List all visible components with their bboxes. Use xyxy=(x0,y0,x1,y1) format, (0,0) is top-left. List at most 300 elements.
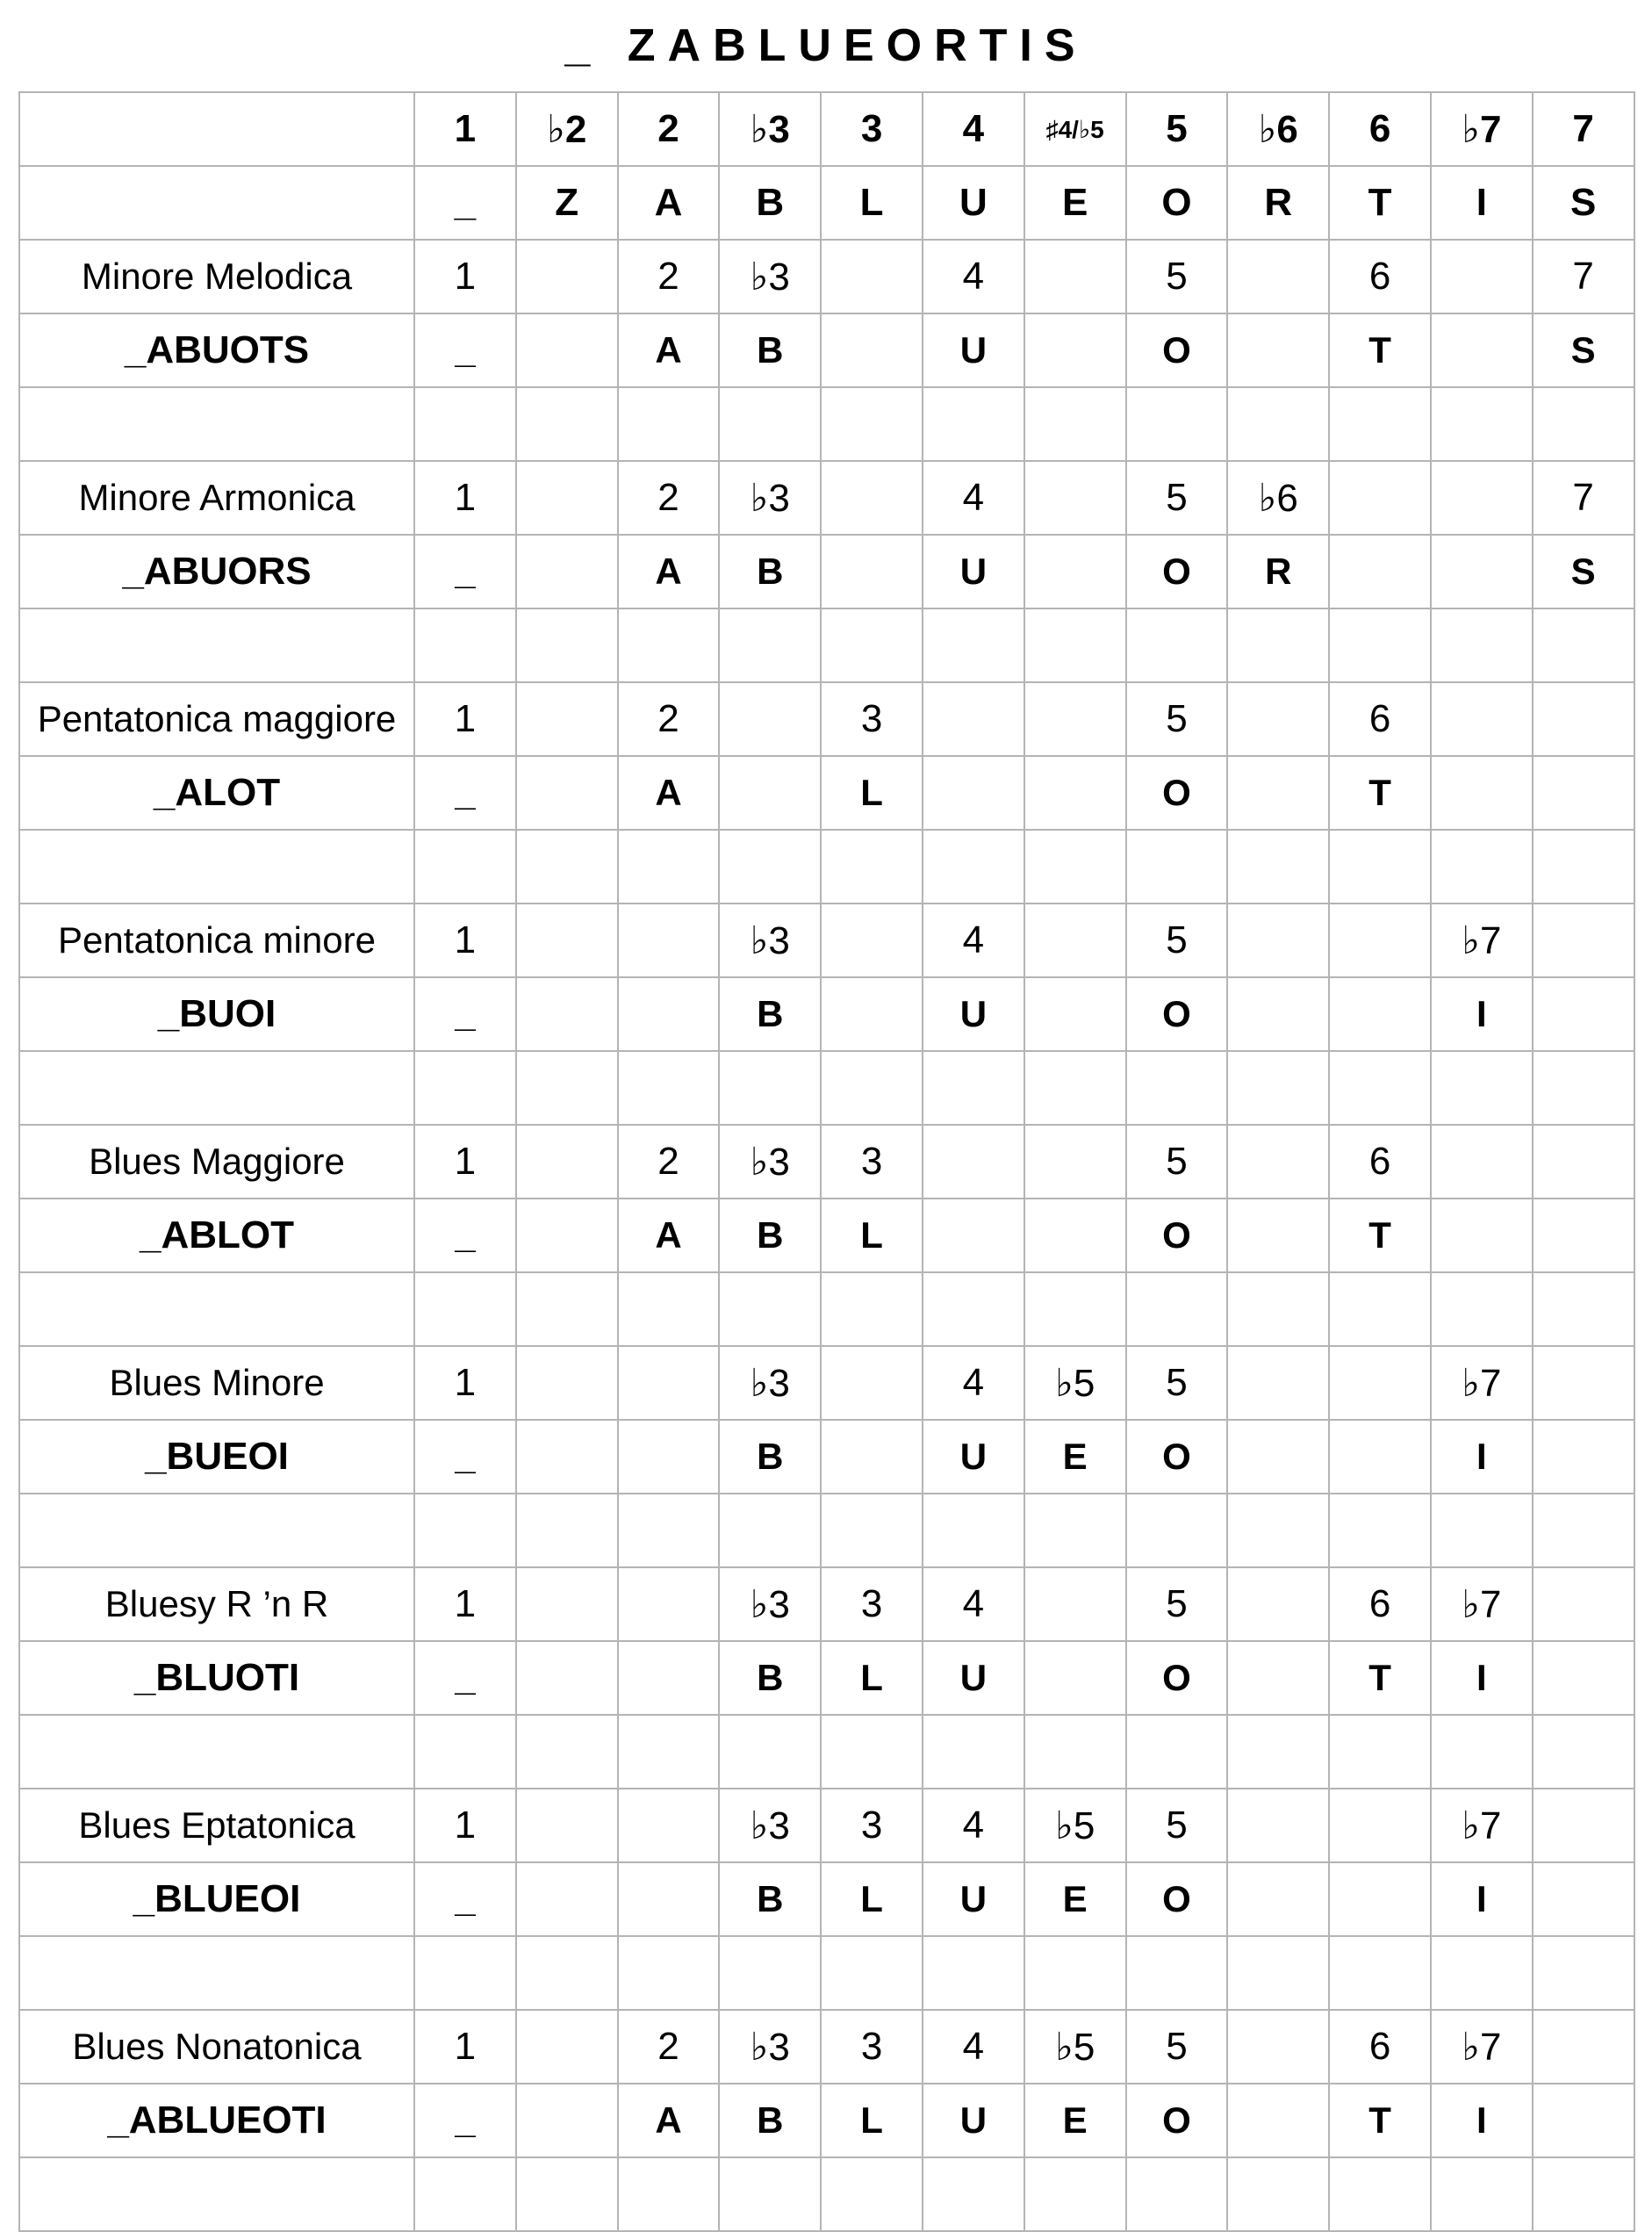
scale-name: Bluesy R ’n R xyxy=(19,1567,414,1641)
degree-cell: ♭7 xyxy=(1431,2010,1533,2084)
degree-cell: ♭3 xyxy=(719,1125,821,1199)
spacer-cell xyxy=(618,1272,720,1346)
degree-cell xyxy=(1227,2010,1329,2084)
spacer-cell xyxy=(1329,1494,1431,1567)
letter-cell: L xyxy=(821,756,923,830)
spacer-cell xyxy=(1431,1272,1533,1346)
spacer-cell xyxy=(19,1051,414,1125)
spacer-cell xyxy=(1533,1936,1634,2010)
degree-cell xyxy=(1227,1789,1329,1862)
degree-cell xyxy=(1024,461,1126,535)
letter-cell: U xyxy=(923,2084,1024,2157)
degree-cell: ♭3 xyxy=(719,1346,821,1420)
letter-cell: I xyxy=(1431,1862,1533,1936)
spacer-row xyxy=(19,1715,1634,1789)
spacer-cell xyxy=(719,608,821,682)
scale-name: Blues Eptatonica xyxy=(19,1789,414,1862)
degree-cell: ♭7 xyxy=(1431,1346,1533,1420)
letter-cell: B xyxy=(719,313,821,387)
degree-cell: 5 xyxy=(1126,904,1228,977)
degree-cell: 5 xyxy=(1126,1567,1228,1641)
spacer-row xyxy=(19,387,1634,461)
spacer-cell xyxy=(516,1272,618,1346)
degree-cell: ♭3 xyxy=(719,904,821,977)
scale-letter-row xyxy=(19,1199,1634,1272)
spacer-cell xyxy=(821,387,923,461)
spacer-cell xyxy=(1329,2157,1431,2231)
letter-cell: _ xyxy=(414,535,516,608)
degree-cell: ♭5 xyxy=(1024,2010,1126,2084)
spacer-cell xyxy=(821,830,923,904)
scale-code: _ABUOTS xyxy=(19,313,414,387)
letter-cell: U xyxy=(923,1420,1024,1494)
spacer-cell xyxy=(414,1715,516,1789)
degree-cell: 5 xyxy=(1126,1346,1228,1420)
degree-cell xyxy=(1227,1346,1329,1420)
degree-cell: 4 xyxy=(923,240,1024,313)
degree-cell xyxy=(1024,240,1126,313)
scale-name: Pentatonica maggiore xyxy=(19,682,414,756)
letter-cell xyxy=(516,756,618,830)
degree-cell xyxy=(1431,1125,1533,1199)
spacer-cell xyxy=(19,1715,414,1789)
degree-cell: 3 xyxy=(821,2010,923,2084)
degree-cell: 7 xyxy=(1533,240,1634,313)
letter-cell: _ xyxy=(414,313,516,387)
spacer-cell xyxy=(1024,2157,1126,2231)
spacer-cell xyxy=(414,608,516,682)
letter-cell xyxy=(516,1199,618,1272)
scales-table-body xyxy=(19,92,1634,2231)
spacer-cell xyxy=(19,1272,414,1346)
degree-cell xyxy=(618,1567,720,1641)
spacer-cell xyxy=(1431,1936,1533,2010)
degree-cell xyxy=(1227,682,1329,756)
scale-degree-row xyxy=(19,240,1634,313)
degree-cell: 3 xyxy=(821,682,923,756)
scale-name: Blues Minore xyxy=(19,1346,414,1420)
letter-cell: B xyxy=(719,1420,821,1494)
scale-degree-row xyxy=(19,1567,1634,1641)
degree-cell: ♭7 xyxy=(1431,1789,1533,1862)
degree-cell: ♭7 xyxy=(1431,1567,1533,1641)
spacer-cell xyxy=(516,387,618,461)
spacer-row xyxy=(19,1051,1634,1125)
scale-degree-row xyxy=(19,461,1634,535)
spacer-cell xyxy=(414,1494,516,1567)
spacer-cell xyxy=(719,387,821,461)
letter-cell xyxy=(1533,977,1634,1051)
degree-cell xyxy=(516,240,618,313)
spacer-row xyxy=(19,608,1634,682)
spacer-cell xyxy=(414,387,516,461)
spacer-cell xyxy=(1227,1494,1329,1567)
degree-cell: 5 xyxy=(1126,2010,1228,2084)
letter-cell xyxy=(516,2084,618,2157)
spacer-cell xyxy=(1533,1494,1634,1567)
degree-cell xyxy=(1431,461,1533,535)
spacer-cell xyxy=(1024,1936,1126,2010)
letter-cell xyxy=(719,756,821,830)
spacer-cell xyxy=(1126,1272,1228,1346)
scale-letter-row xyxy=(19,977,1634,1051)
spacer-cell xyxy=(516,1715,618,1789)
letter-cell xyxy=(1227,756,1329,830)
degree-header-cell: ♭6 xyxy=(1227,92,1329,166)
letter-cell xyxy=(618,1420,720,1494)
degree-cell: 2 xyxy=(618,240,720,313)
letter-header-cell: L xyxy=(821,166,923,240)
scale-code: _BUOI xyxy=(19,977,414,1051)
spacer-cell xyxy=(1431,387,1533,461)
spacer-cell xyxy=(923,830,1024,904)
degree-cell xyxy=(1227,1125,1329,1199)
letter-header-cell: B xyxy=(719,166,821,240)
letter-cell xyxy=(1227,313,1329,387)
letter-cell: T xyxy=(1329,756,1431,830)
spacer-cell xyxy=(923,387,1024,461)
degree-cell: ♭3 xyxy=(719,1567,821,1641)
letter-cell xyxy=(1329,977,1431,1051)
spacer-cell xyxy=(1227,2157,1329,2231)
spacer-cell xyxy=(1431,1715,1533,1789)
spacer-cell xyxy=(1533,387,1634,461)
degree-cell: ♭3 xyxy=(719,2010,821,2084)
letter-cell xyxy=(1431,313,1533,387)
letter-cell: T xyxy=(1329,313,1431,387)
letter-cell xyxy=(821,977,923,1051)
degree-cell xyxy=(516,904,618,977)
degree-cell xyxy=(1024,1567,1126,1641)
degree-header-cell: ♭7 xyxy=(1431,92,1533,166)
degree-cell: 1 xyxy=(414,1125,516,1199)
degree-cell xyxy=(1329,1789,1431,1862)
spacer-cell xyxy=(1227,1936,1329,2010)
degree-header-cell: ♭3 xyxy=(719,92,821,166)
spacer-cell xyxy=(19,608,414,682)
degree-cell xyxy=(516,1125,618,1199)
degree-cell xyxy=(923,682,1024,756)
letter-cell xyxy=(1227,1862,1329,1936)
scale-code: _ABLUEOTI xyxy=(19,2084,414,2157)
degree-cell: 5 xyxy=(1126,461,1228,535)
spacer-cell xyxy=(1329,1272,1431,1346)
letter-cell xyxy=(1329,1862,1431,1936)
spacer-cell xyxy=(1533,1715,1634,1789)
degree-cell: 1 xyxy=(414,461,516,535)
degree-cell xyxy=(1533,1567,1634,1641)
spacer-cell xyxy=(821,1936,923,2010)
page-title: _ ZABLUEORTIS xyxy=(564,20,1088,71)
degree-cell xyxy=(1533,1789,1634,1862)
letter-cell: I xyxy=(1431,1641,1533,1715)
spacer-cell xyxy=(1227,1272,1329,1346)
letter-cell: _ xyxy=(414,1199,516,1272)
letter-cell: U xyxy=(923,535,1024,608)
letter-cell xyxy=(821,313,923,387)
letter-cell xyxy=(618,977,720,1051)
letter-cell: I xyxy=(1431,2084,1533,2157)
letter-cell: A xyxy=(618,535,720,608)
scale-code: _ABLOT xyxy=(19,1199,414,1272)
degree-cell: ♭5 xyxy=(1024,1346,1126,1420)
spacer-cell xyxy=(1024,1272,1126,1346)
degree-cell: 2 xyxy=(618,461,720,535)
scale-letter-row xyxy=(19,313,1634,387)
letter-header-cell: I xyxy=(1431,166,1533,240)
spacer-cell xyxy=(719,1936,821,2010)
degree-cell: 1 xyxy=(414,240,516,313)
degree-cell: 6 xyxy=(1329,1125,1431,1199)
letter-cell xyxy=(1024,1199,1126,1272)
spacer-cell xyxy=(719,1715,821,1789)
letter-cell: A xyxy=(618,1199,720,1272)
degree-cell: 6 xyxy=(1329,240,1431,313)
letter-header-cell: Z xyxy=(516,166,618,240)
letter-cell: E xyxy=(1024,1420,1126,1494)
spacer-cell xyxy=(1329,1051,1431,1125)
spacer-cell xyxy=(1227,1715,1329,1789)
letter-cell xyxy=(1533,756,1634,830)
letter-cell: U xyxy=(923,977,1024,1051)
scales-table xyxy=(18,91,1635,2232)
letter-cell xyxy=(1533,1420,1634,1494)
degree-cell xyxy=(1024,682,1126,756)
scale-name: Blues Maggiore xyxy=(19,1125,414,1199)
degree-cell xyxy=(1431,682,1533,756)
spacer-cell xyxy=(1024,1494,1126,1567)
spacer-cell xyxy=(618,1715,720,1789)
scale-name: Pentatonica minore xyxy=(19,904,414,977)
letter-cell xyxy=(1024,756,1126,830)
degree-cell xyxy=(821,1346,923,1420)
spacer-cell xyxy=(1431,1051,1533,1125)
spacer-cell xyxy=(618,1051,720,1125)
degree-cell: 4 xyxy=(923,1346,1024,1420)
spacer-cell xyxy=(1431,608,1533,682)
scale-degree-row xyxy=(19,904,1634,977)
spacer-cell xyxy=(719,1494,821,1567)
spacer-cell xyxy=(19,830,414,904)
degree-cell: 5 xyxy=(1126,682,1228,756)
spacer-cell xyxy=(618,1936,720,2010)
letter-cell xyxy=(1431,756,1533,830)
spacer-cell xyxy=(1431,1494,1533,1567)
letter-header-cell: T xyxy=(1329,166,1431,240)
spacer-cell xyxy=(19,1494,414,1567)
letter-cell: A xyxy=(618,756,720,830)
spacer-cell xyxy=(821,2157,923,2231)
letter-cell: E xyxy=(1024,2084,1126,2157)
degree-cell: 1 xyxy=(414,1567,516,1641)
degree-cell xyxy=(821,904,923,977)
spacer-row xyxy=(19,2157,1634,2231)
degree-cell: ♭3 xyxy=(719,461,821,535)
degree-cell: 7 xyxy=(1533,461,1634,535)
spacer-cell xyxy=(1024,1051,1126,1125)
letter-cell xyxy=(618,1862,720,1936)
letter-cell: O xyxy=(1126,2084,1228,2157)
scale-letter-row xyxy=(19,1641,1634,1715)
letter-cell xyxy=(1227,1420,1329,1494)
letter-cell: O xyxy=(1126,977,1228,1051)
spacer-cell xyxy=(821,1494,923,1567)
spacer-cell xyxy=(1126,1051,1228,1125)
spacer-cell xyxy=(1126,387,1228,461)
spacer-cell xyxy=(1329,608,1431,682)
spacer-cell xyxy=(618,387,720,461)
spacer-cell xyxy=(414,1272,516,1346)
letter-header-cell: U xyxy=(923,166,1024,240)
letter-cell xyxy=(516,1641,618,1715)
letter-cell: _ xyxy=(414,977,516,1051)
spacer-cell xyxy=(516,1936,618,2010)
spacer-cell xyxy=(1533,608,1634,682)
letter-cell: U xyxy=(923,1641,1024,1715)
letter-header-cell: R xyxy=(1227,166,1329,240)
degree-cell: 4 xyxy=(923,1789,1024,1862)
letter-cell xyxy=(821,535,923,608)
letter-cell xyxy=(1533,1641,1634,1715)
letter-cell: S xyxy=(1533,313,1634,387)
degree-header-cell: 1 xyxy=(414,92,516,166)
degree-header-cell: ♯4/♭5 xyxy=(1024,92,1126,166)
corner-cell xyxy=(19,166,414,240)
letter-cell xyxy=(1024,977,1126,1051)
letter-cell xyxy=(1024,313,1126,387)
degree-cell xyxy=(1227,904,1329,977)
degree-header-cell: 7 xyxy=(1533,92,1634,166)
scale-code: _BUEOI xyxy=(19,1420,414,1494)
letter-cell xyxy=(1329,1420,1431,1494)
letter-cell xyxy=(923,1199,1024,1272)
degree-cell: 4 xyxy=(923,461,1024,535)
degree-cell: 5 xyxy=(1126,1789,1228,1862)
scale-code: _ALOT xyxy=(19,756,414,830)
spacer-cell xyxy=(821,1272,923,1346)
degree-cell: 3 xyxy=(821,1789,923,1862)
spacer-cell xyxy=(719,2157,821,2231)
degree-cell xyxy=(516,682,618,756)
spacer-cell xyxy=(923,608,1024,682)
spacer-cell xyxy=(516,1494,618,1567)
spacer-cell xyxy=(1329,1936,1431,2010)
degree-cell xyxy=(618,1789,720,1862)
spacer-cell xyxy=(1329,1715,1431,1789)
spacer-cell xyxy=(1533,830,1634,904)
degree-cell: 6 xyxy=(1329,2010,1431,2084)
spacer-cell xyxy=(1126,830,1228,904)
letter-cell: _ xyxy=(414,2084,516,2157)
degree-header-cell: 2 xyxy=(618,92,720,166)
scale-degree-row xyxy=(19,2010,1634,2084)
degree-cell: 3 xyxy=(821,1567,923,1641)
scale-letter-row xyxy=(19,535,1634,608)
letter-cell xyxy=(1431,1199,1533,1272)
scale-code: _BLUEOI xyxy=(19,1862,414,1936)
spacer-cell xyxy=(618,1494,720,1567)
degree-cell xyxy=(821,461,923,535)
letter-cell xyxy=(1533,1862,1634,1936)
spacer-cell xyxy=(923,1051,1024,1125)
degree-cell: 1 xyxy=(414,682,516,756)
letter-cell xyxy=(1533,2084,1634,2157)
spacer-row xyxy=(19,1936,1634,2010)
scale-code: _ABUORS xyxy=(19,535,414,608)
letter-cell xyxy=(1227,2084,1329,2157)
scale-letter-row xyxy=(19,2084,1634,2157)
letter-cell xyxy=(516,313,618,387)
degree-cell: 4 xyxy=(923,904,1024,977)
spacer-cell xyxy=(516,608,618,682)
letter-cell: A xyxy=(618,2084,720,2157)
letter-cell xyxy=(516,1420,618,1494)
degree-cell: ♭6 xyxy=(1227,461,1329,535)
degree-cell xyxy=(1533,1125,1634,1199)
degree-cell xyxy=(923,1125,1024,1199)
degree-cell: 6 xyxy=(1329,1567,1431,1641)
letter-cell xyxy=(618,1641,720,1715)
spacer-cell xyxy=(1227,608,1329,682)
degree-cell: 1 xyxy=(414,2010,516,2084)
degree-header-cell: 3 xyxy=(821,92,923,166)
spacer-row xyxy=(19,1272,1634,1346)
spacer-cell xyxy=(923,1936,1024,2010)
degree-cell xyxy=(1533,1346,1634,1420)
spacer-cell xyxy=(923,2157,1024,2231)
spacer-cell xyxy=(618,830,720,904)
letter-cell xyxy=(1533,1199,1634,1272)
degree-header-cell: ♭2 xyxy=(516,92,618,166)
letter-cell xyxy=(516,977,618,1051)
letter-header-cell: E xyxy=(1024,166,1126,240)
letter-cell: O xyxy=(1126,1420,1228,1494)
letter-cell: U xyxy=(923,313,1024,387)
letter-cell xyxy=(1227,1199,1329,1272)
scale-degree-row xyxy=(19,1789,1634,1862)
degree-header-row xyxy=(19,92,1634,166)
degree-cell: 2 xyxy=(618,682,720,756)
degree-cell: ♭5 xyxy=(1024,1789,1126,1862)
degree-cell xyxy=(1431,240,1533,313)
letter-cell: U xyxy=(923,1862,1024,1936)
spacer-cell xyxy=(1126,1494,1228,1567)
letter-cell xyxy=(1227,977,1329,1051)
spacer-cell xyxy=(1329,830,1431,904)
letter-cell xyxy=(1329,535,1431,608)
spacer-cell xyxy=(923,1715,1024,1789)
spacer-cell xyxy=(719,1272,821,1346)
letter-cell: O xyxy=(1126,313,1228,387)
letter-cell: O xyxy=(1126,535,1228,608)
letter-cell: B xyxy=(719,2084,821,2157)
spacer-cell xyxy=(414,1051,516,1125)
scale-degree-row xyxy=(19,682,1634,756)
letter-cell xyxy=(516,1862,618,1936)
letter-header-cell: _ xyxy=(414,166,516,240)
spacer-row xyxy=(19,830,1634,904)
letter-cell: I xyxy=(1431,977,1533,1051)
spacer-cell xyxy=(719,830,821,904)
degree-cell xyxy=(618,1346,720,1420)
degree-cell xyxy=(516,1346,618,1420)
letter-cell: T xyxy=(1329,1199,1431,1272)
degree-cell: ♭7 xyxy=(1431,904,1533,977)
spacer-cell xyxy=(1126,608,1228,682)
spacer-cell xyxy=(1227,1051,1329,1125)
spacer-cell xyxy=(1533,1272,1634,1346)
letter-cell: L xyxy=(821,1862,923,1936)
